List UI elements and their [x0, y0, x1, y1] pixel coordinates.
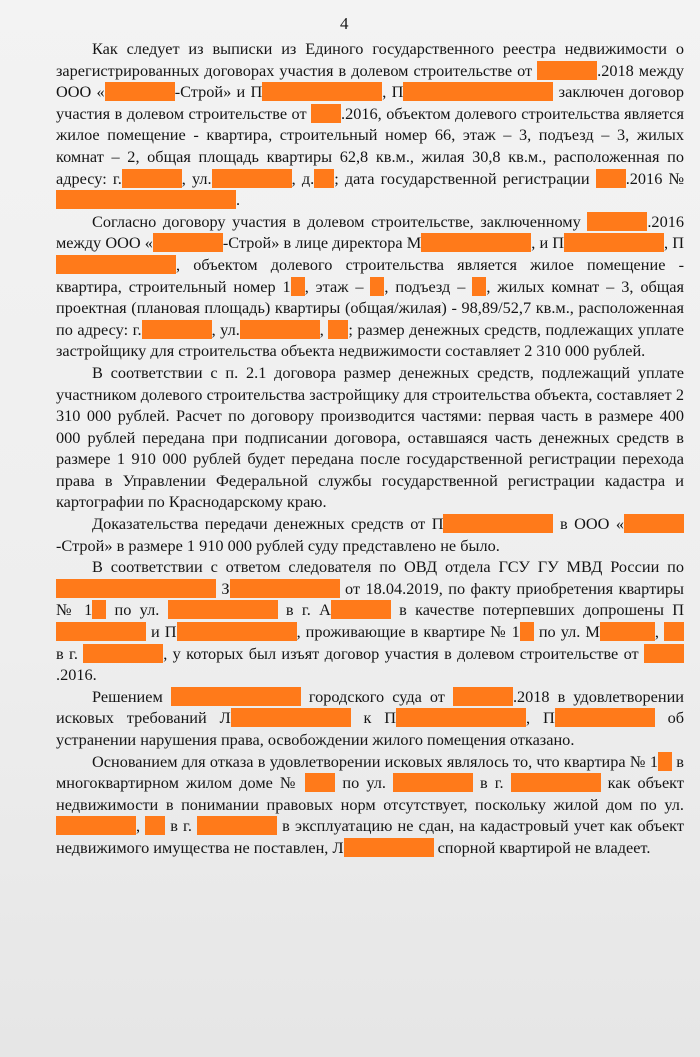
paragraph-4: Доказательства передачи денежных средств от П в ООО «-Строй» в размере 1 910 000 рублей суду представлено не было.: [56, 513, 684, 556]
redaction: [587, 212, 647, 231]
redaction: [231, 708, 351, 727]
redaction: [92, 600, 106, 619]
redaction: [171, 687, 301, 706]
redaction: [56, 622, 146, 641]
redaction: [240, 320, 320, 339]
paragraph-7: Основанием для отказа в удовлетворении исковых являлось то, что квартира № 1 в многоквартирном жилом доме № по ул. в г. как объект недвижимости в понимании правовых норм отсутствует, поскольку жилой дом по ул. , в г. в эксплуатацию не сдан, на кадастровый учет как объект недвижимого имущества не поставлен, Л спорной квартирой не владеет.: [56, 751, 684, 857]
redaction: [262, 82, 382, 101]
redaction: [291, 277, 305, 296]
redaction: [564, 233, 664, 252]
paragraph-6: Решением городского суда от .2018 в удовлетворении исковых требований Л к П , П об устранении нарушения права, освобождении жилого помещения отказано.: [56, 686, 684, 749]
redaction: [177, 622, 297, 641]
redaction: [600, 622, 655, 641]
redaction: [596, 169, 626, 188]
redaction: [555, 708, 655, 727]
paragraph-2: Согласно договору участия в долевом строительстве, заключенному .2016 между ООО « -Строй» в лице директора М , и П , П, объектом долевого строительства является жилое помещение - квартира, строительный номер 1 , этаж – , подъезд – , жилых комнат – 3, общая проектная (плановая площадь) квартиры (общая/жилая) - 98,89/52,7 кв.м., расположенная по адресу: г. , ул. , ; размер денежных средств, подлежащих уплате застройщику для строительства объекта недвижимости составляет 2 310 000 рублей.: [56, 211, 684, 361]
redaction: [212, 169, 292, 188]
redaction: [56, 190, 236, 209]
redaction: [421, 233, 531, 252]
redaction: [403, 82, 553, 101]
paragraph-1: Как следует из выписки из Единого государственного реестра недвижимости о зарегистрированных договорах участия в долевом строительстве от .2018 между ООО « -Строй» и П , П заключен договор участия в долевом строительстве от .2016, объектом долевого строительства является жилое помещение - квартира, строительный номер 66, этаж – 3, подъезд – 3, жилых комнат – 2, общая площадь квартиры 62,8 кв.м., жилая 30,8 кв.м., расположенная по адресу: г. , ул. , д. ; дата государственной регистрации .2016 №.: [56, 39, 684, 210]
redaction: [644, 644, 684, 663]
redaction: [197, 816, 277, 835]
redaction: [311, 104, 341, 123]
redaction: [56, 255, 176, 274]
redaction: [344, 838, 434, 857]
page-number: 4: [340, 14, 349, 33]
redaction: [83, 644, 163, 663]
redaction: [305, 773, 335, 792]
redaction: [537, 61, 597, 80]
document-body: [56, 38, 684, 859]
redaction: [624, 514, 684, 533]
paragraph-5: В соответствии с ответом следователя по ОВД отдела ГСУ ГУ МВД России по З от 18.04.2019, по факту приобретения квартиры № 1 по ул. в г. А в качестве потерпевших допрошены П и П , проживающие в квартире № 1 по ул. М , в г. , у которых был изъят договор участия в долевом строительстве от .2016.: [56, 557, 684, 685]
redaction: [520, 622, 534, 641]
redaction: [370, 277, 384, 296]
redaction: [443, 514, 553, 533]
redaction: [145, 816, 165, 835]
redaction: [142, 320, 212, 339]
redaction: [314, 169, 334, 188]
redaction: [396, 708, 526, 727]
paragraph-3: В соответствии с п. 2.1 договора размер денежных средств, подлежащий уплате участником долевого строительства застройщику для строительства объекта, составляет 2 310 000 рублей. Расчет по договору производится частями: первая часть в размере 400 000 рублей передана при подписании договора, оставшаяся часть денежных средств в размере 1 910 000 рублей будет передана после государственной регистрации перехода права в Управлении Федеральной службы государственной регистрации кадастра и картографии по Краснодарскому краю.: [56, 362, 684, 512]
redaction: [56, 816, 136, 835]
redaction: [331, 600, 391, 619]
redaction: [56, 579, 216, 598]
redaction: [105, 82, 175, 101]
redaction: [168, 600, 278, 619]
redaction: [230, 579, 340, 598]
redaction: [328, 320, 348, 339]
redaction: [453, 687, 513, 706]
redaction: [153, 233, 223, 252]
redaction: [472, 277, 486, 296]
redaction: [658, 752, 672, 771]
redaction: [393, 773, 473, 792]
redaction: [122, 169, 182, 188]
redaction: [511, 773, 601, 792]
redaction: [664, 622, 684, 641]
